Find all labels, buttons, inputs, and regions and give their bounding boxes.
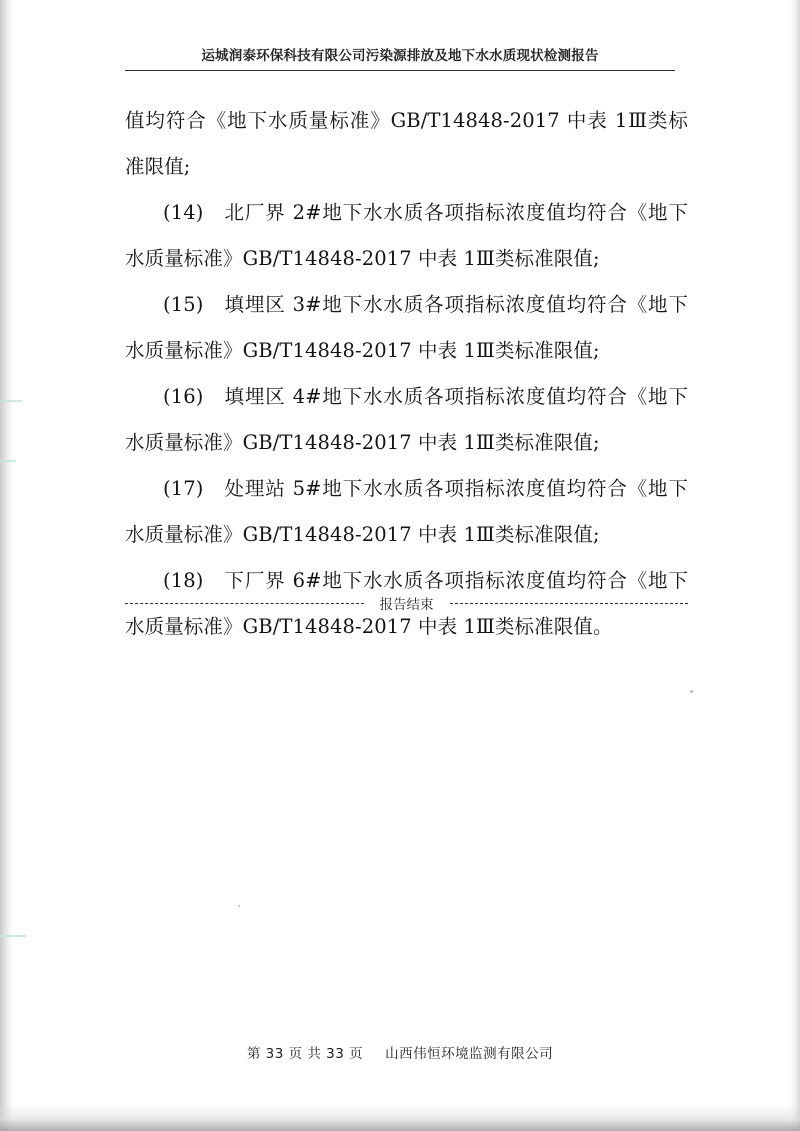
paragraph-continuation: 值均符合《地下水质量标准》GB/T14848-2017 中表 1Ⅲ类标准限值;	[125, 109, 688, 178]
dashed-rule-right	[450, 603, 689, 604]
paragraph-item-17: (17) 处理站 5#地下水水质各项指标浓度值均符合《地下水质量标准》GB/T14848-2017 中表 1Ⅲ类标准限值;	[125, 477, 688, 546]
scan-edge-bottom	[0, 1105, 800, 1131]
scan-artifact-line	[0, 460, 16, 462]
document-body	[125, 98, 688, 650]
dashed-rule-left	[125, 603, 364, 604]
scan-artifact-line	[0, 935, 26, 937]
paragraph-item-16: (16) 填埋区 4#地下水水质各项指标浓度值均符合《地下水质量标准》GB/T14848-2017 中表 1Ⅲ类标准限值;	[125, 385, 688, 454]
paragraph-item-15: (15) 填埋区 3#地下水水质各项指标浓度值均符合《地下水质量标准》GB/T14848-2017 中表 1Ⅲ类标准限值;	[125, 293, 688, 362]
paragraph-item-18: (18) 下厂界 6#地下水水质各项指标浓度值均符合《地下水质量标准》GB/T14848-2017 中表 1Ⅲ类标准限值。	[125, 569, 688, 638]
report-end-marker	[125, 588, 688, 618]
scan-speck	[238, 905, 240, 907]
scan-edge-left	[0, 0, 14, 1131]
header-title: 运城润泰环保科技有限公司污染源排放及地下水水质现状检测报告	[201, 48, 599, 64]
header-divider	[125, 70, 675, 71]
report-end-label: 报告结束	[379, 597, 434, 613]
scan-artifact-line	[0, 400, 22, 402]
page-footer	[0, 1042, 800, 1062]
scan-edge-right	[790, 0, 800, 1131]
paragraph-item-14: (14) 北厂界 2#地下水水质各项指标浓度值均符合《地下水质量标准》GB/T14848-2017 中表 1Ⅲ类标准限值;	[125, 201, 688, 270]
footer-page-number: 第 33 页 共 33 页	[246, 1046, 364, 1062]
footer-organization: 山西伟恒环境监测有限公司	[385, 1046, 554, 1062]
page-header	[0, 44, 800, 64]
scan-speck	[690, 690, 693, 693]
